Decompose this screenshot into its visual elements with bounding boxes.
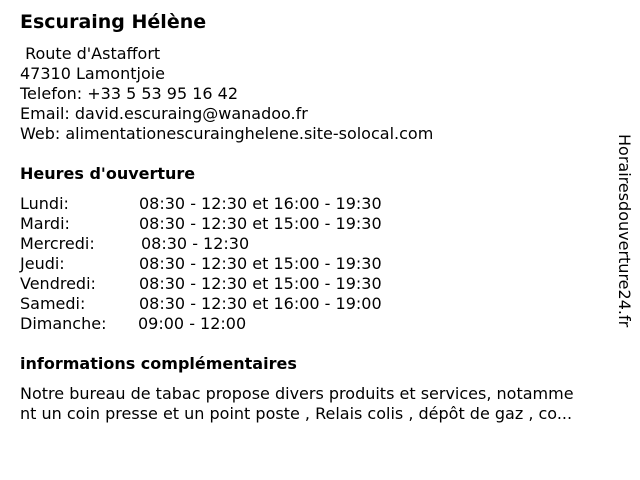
site-watermark: Horairesdouverture24.fr <box>615 134 634 328</box>
website-text: Web: alimentationescurainghelene.site-solocal.com <box>20 124 434 143</box>
time-value: 09:00 - 12:00 <box>138 314 247 333</box>
business-name: Escuraing Hélène <box>20 11 207 33</box>
additional-info-heading: informations complémentaires <box>20 354 297 373</box>
day-label: Samedi: <box>20 294 86 313</box>
opening-hours-heading: Heures d'ouverture <box>20 164 196 183</box>
email-text: Email: david.escuraing@wanadoo.fr <box>20 104 308 123</box>
time-value: 08:30 - 12:30 <box>141 234 250 253</box>
address-street: Route d'Astaffort <box>20 44 161 63</box>
day-label: Vendredi: <box>20 274 96 293</box>
day-label: Jeudi: <box>20 254 65 273</box>
address-city: 47310 Lamontjoie <box>20 64 166 83</box>
time-value: 08:30 - 12:30 et 16:00 - 19:30 <box>139 194 382 213</box>
time-value: 08:30 - 12:30 et 16:00 - 19:00 <box>139 294 382 313</box>
contact-block <box>20 44 433 144</box>
phone-text: Telefon: +33 5 53 95 16 42 <box>20 84 239 103</box>
day-label: Mardi: <box>20 214 70 233</box>
info-line: Notre bureau de tabac propose divers produits et services, notamme <box>20 384 574 403</box>
time-value: 08:30 - 12:30 et 15:00 - 19:30 <box>139 214 382 233</box>
additional-info-text <box>20 384 630 424</box>
info-line: nt un coin presse et un point poste , Relais colis , dépôt de gaz , co... <box>20 404 573 423</box>
day-label: Mercredi: <box>20 234 95 253</box>
day-label: Lundi: <box>20 194 69 213</box>
time-value: 08:30 - 12:30 et 15:00 - 19:30 <box>139 274 382 293</box>
day-label: Dimanche: <box>20 314 107 333</box>
time-value: 08:30 - 12:30 et 15:00 - 19:30 <box>139 254 382 273</box>
